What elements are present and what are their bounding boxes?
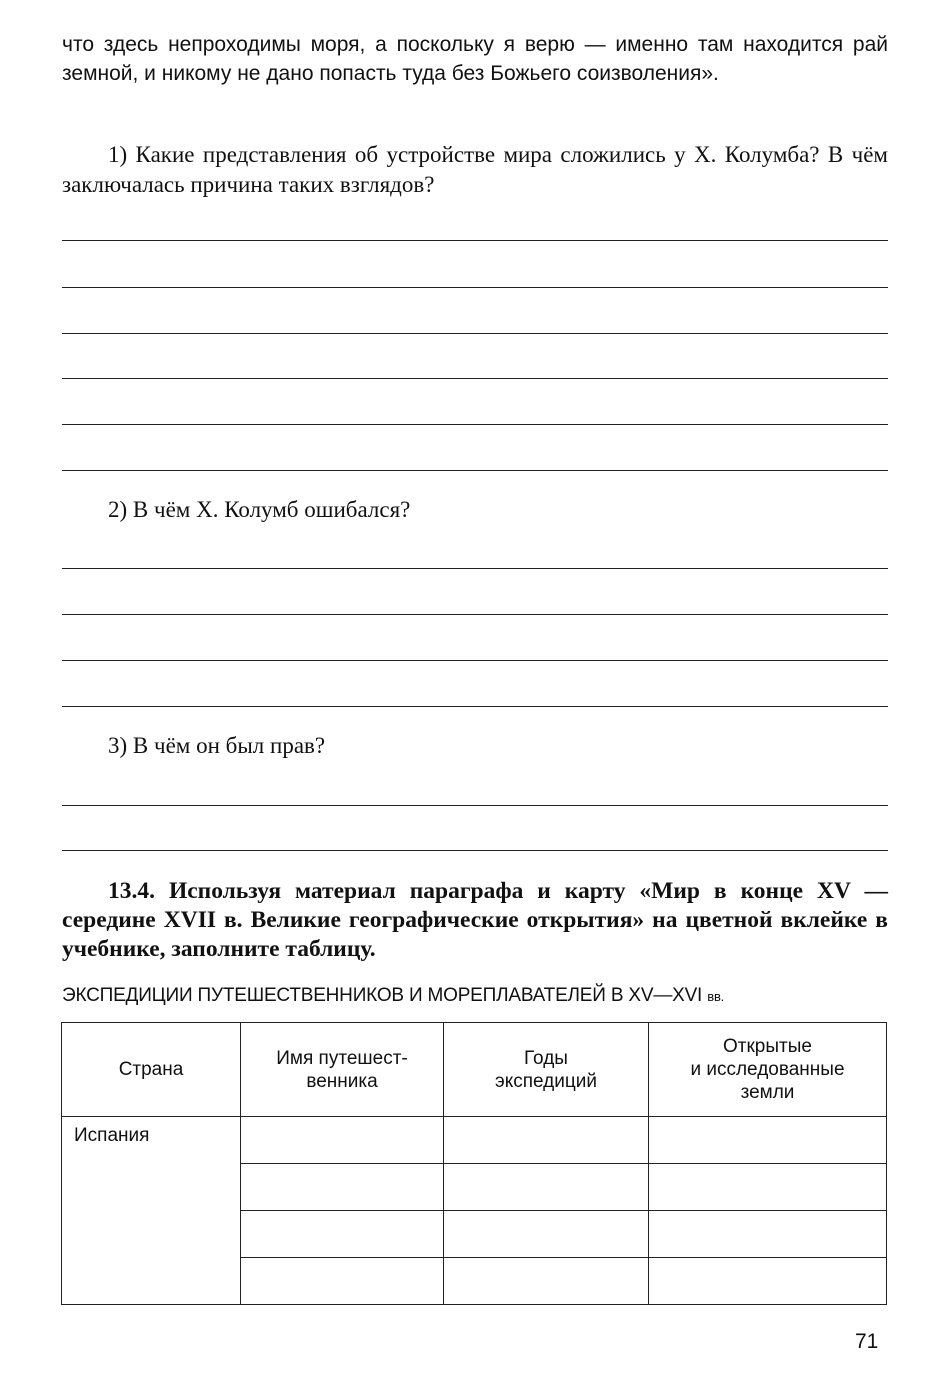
header-traveler-name: Имя путешест- венника xyxy=(241,1023,444,1117)
header-expedition-years: Годы экспедиций xyxy=(444,1023,649,1117)
task-13-4 xyxy=(62,877,888,964)
table-title xyxy=(62,985,888,1007)
task-text: 13.4. Используя материал параграфа и карту «Мир в конце XV — середине XVII в. Великие географические открытия» на цветной вклейке в учебнике, заполните таблицу. xyxy=(62,878,888,962)
table-cell[interactable] xyxy=(444,1117,649,1164)
table-cell[interactable] xyxy=(649,1258,887,1305)
question-1 xyxy=(62,140,888,200)
intro-paragraph: что здесь непроходимы моря, а поскольку я верю — именно там находится рай земной, и никому не дано попасть туда без Божьего соизволения». xyxy=(62,33,888,85)
answer-line[interactable] xyxy=(62,805,888,806)
table-cell[interactable] xyxy=(444,1164,649,1211)
question-1-text: 1) Какие представления об устройстве мира сложились у Х. Колумба? В чём заключалась причина таких взглядов? xyxy=(62,142,888,197)
table-cell[interactable] xyxy=(444,1258,649,1305)
question-2-text: 2) В чём Х. Колумб ошибался? xyxy=(108,497,411,522)
table-cell[interactable] xyxy=(649,1211,887,1258)
table-cell[interactable] xyxy=(649,1164,887,1211)
answer-line[interactable] xyxy=(62,378,888,379)
question-3-text: 3) В чём он был прав? xyxy=(108,733,326,758)
table-cell[interactable] xyxy=(649,1117,887,1164)
country-cell: Испания xyxy=(62,1117,241,1305)
expeditions-table xyxy=(61,1022,887,1305)
table-cell[interactable] xyxy=(241,1164,444,1211)
table-title-text: ЭКСПЕДИЦИИ ПУТЕШЕСТВЕННИКОВ И МОРЕПЛАВАТЕЛЕЙ В XV—XVI xyxy=(62,985,703,1006)
answer-line[interactable] xyxy=(62,706,888,707)
table-row xyxy=(62,1117,887,1164)
answer-line[interactable] xyxy=(62,614,888,615)
table-cell[interactable] xyxy=(241,1258,444,1305)
answer-line[interactable] xyxy=(62,568,888,569)
question-3 xyxy=(62,731,888,761)
header-country: Страна xyxy=(62,1023,241,1117)
table-cell[interactable] xyxy=(241,1211,444,1258)
question-2 xyxy=(62,495,888,525)
answer-line[interactable] xyxy=(62,424,888,425)
table-cell[interactable] xyxy=(444,1211,649,1258)
answer-line[interactable] xyxy=(62,660,888,661)
table-title-suffix: вв. xyxy=(707,989,725,1004)
table-cell[interactable] xyxy=(241,1117,444,1164)
answer-line[interactable] xyxy=(62,287,888,288)
table-header-row xyxy=(62,1023,887,1117)
answer-line[interactable] xyxy=(62,470,888,471)
page-number: 71 xyxy=(855,1330,879,1353)
answer-line[interactable] xyxy=(62,333,888,334)
answer-line[interactable] xyxy=(62,240,888,241)
header-discovered-lands: Открытые и исследованные земли xyxy=(649,1023,887,1117)
answer-line[interactable] xyxy=(62,850,888,851)
